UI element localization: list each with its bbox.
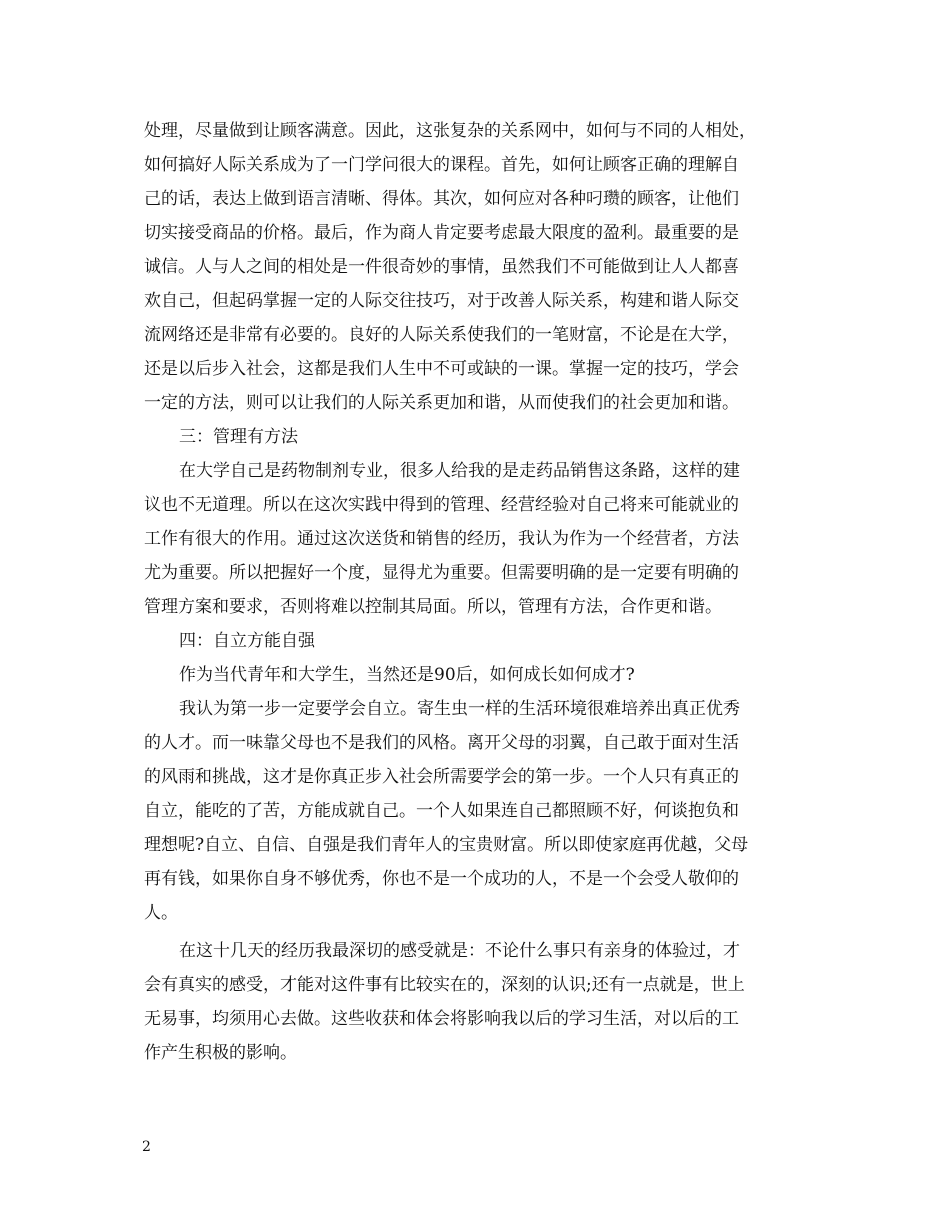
section-heading: 三：管理有方法 [179,427,298,447]
text-line: 人。 [144,903,178,923]
text-line: 作产生积极的影响。 [144,1043,297,1063]
text-line: 无易事，均须用心去做。这些收获和体会将影响我以后的学习生活，对以后的工 [144,1009,739,1029]
text-line: 作为当代青年和大学生，当然还是90后，如何成长如何成才? [179,665,635,685]
text-line: 一定的方法，则可以让我们的人际关系更加和谐，从而使我们的社会更加和谐。 [144,393,739,413]
text-line: 欢自己，但起码掌握一定的人际交往技巧，对于改善人际关系，构建和谐人际交 [144,291,739,311]
text-line: 会有真实的感受，才能对这件事有比较实在的，深刻的认识;还有一点就是，世上 [144,975,745,995]
text-line: 工作有很大的作用。通过这次送货和销售的经历，我认为作为一个经营者，方法 [144,529,739,549]
text-line: 还是以后步入社会，这都是我们人生中不可或缺的一课。掌握一定的技巧，学会 [144,359,739,379]
text-line: 在这十几天的经历我最深切的感受就是：不论什么事只有亲身的体验过，才 [179,941,740,961]
text-line: 理想呢?自立、自信、自强是我们青年人的宝贵财富。所以即使家庭再优越，父母 [144,835,749,855]
text-line: 尤为重要。所以把握好一个度，显得尤为重要。但需要明确的是一定要有明确的 [144,563,739,583]
text-line: 在大学自己是药物制剂专业，很多人给我的是走药品销售这条路，这样的建 [179,461,740,481]
text-line: 如何搞好人际关系成为了一门学问很大的课程。首先，如何让顾客正确的理解自 [144,155,739,175]
text-line: 的人才。而一味靠父母也不是我们的风格。离开父母的羽翼，自己敢于面对生活 [144,733,739,753]
text-line: 自立，能吃的了苦，方能成就自己。一个人如果连自己都照顾不好，何谈抱负和 [144,801,739,821]
text-line: 管理方案和要求，否则将难以控制其局面。所以，管理有方法，合作更和谐。 [144,597,722,617]
text-line: 议也不无道理。所以在这次实践中得到的管理、经营经验对自己将来可能就业的 [144,495,739,515]
text-line: 处理，尽量做到让顾客满意。因此，这张复杂的关系网中，如何与不同的人相处， [144,121,756,141]
text-line: 己的话，表达上做到语言清晰、得体。其次，如何应对各种叼瓒的顾客，让他们 [144,189,739,209]
text-line: 流网络还是非常有必要的。良好的人际关系使我们的一笔财富，不论是在大学， [144,325,739,345]
text-line: 再有钱，如果你自身不够优秀，你也不是一个成功的人，不是一个会受人敬仰的 [144,869,739,889]
page-number: 2 [142,1139,151,1155]
section-heading: 四：自立方能自强 [179,631,315,651]
text-line: 我认为第一步一定要学会自立。寄生虫一样的生活环境很难培养出真正优秀 [179,699,740,719]
text-line: 诚信。人与人之间的相处是一件很奇妙的事情，虽然我们不可能做到让人人都喜 [144,257,739,277]
document-body [144,114,824,1070]
text-line: 的风雨和挑战，这才是你真正步入社会所需要学会的第一步。一个人只有真正的 [144,767,739,787]
text-line: 切实接受商品的价格。最后，作为商人肯定要考虑最大限度的盈利。最重要的是 [144,223,739,243]
